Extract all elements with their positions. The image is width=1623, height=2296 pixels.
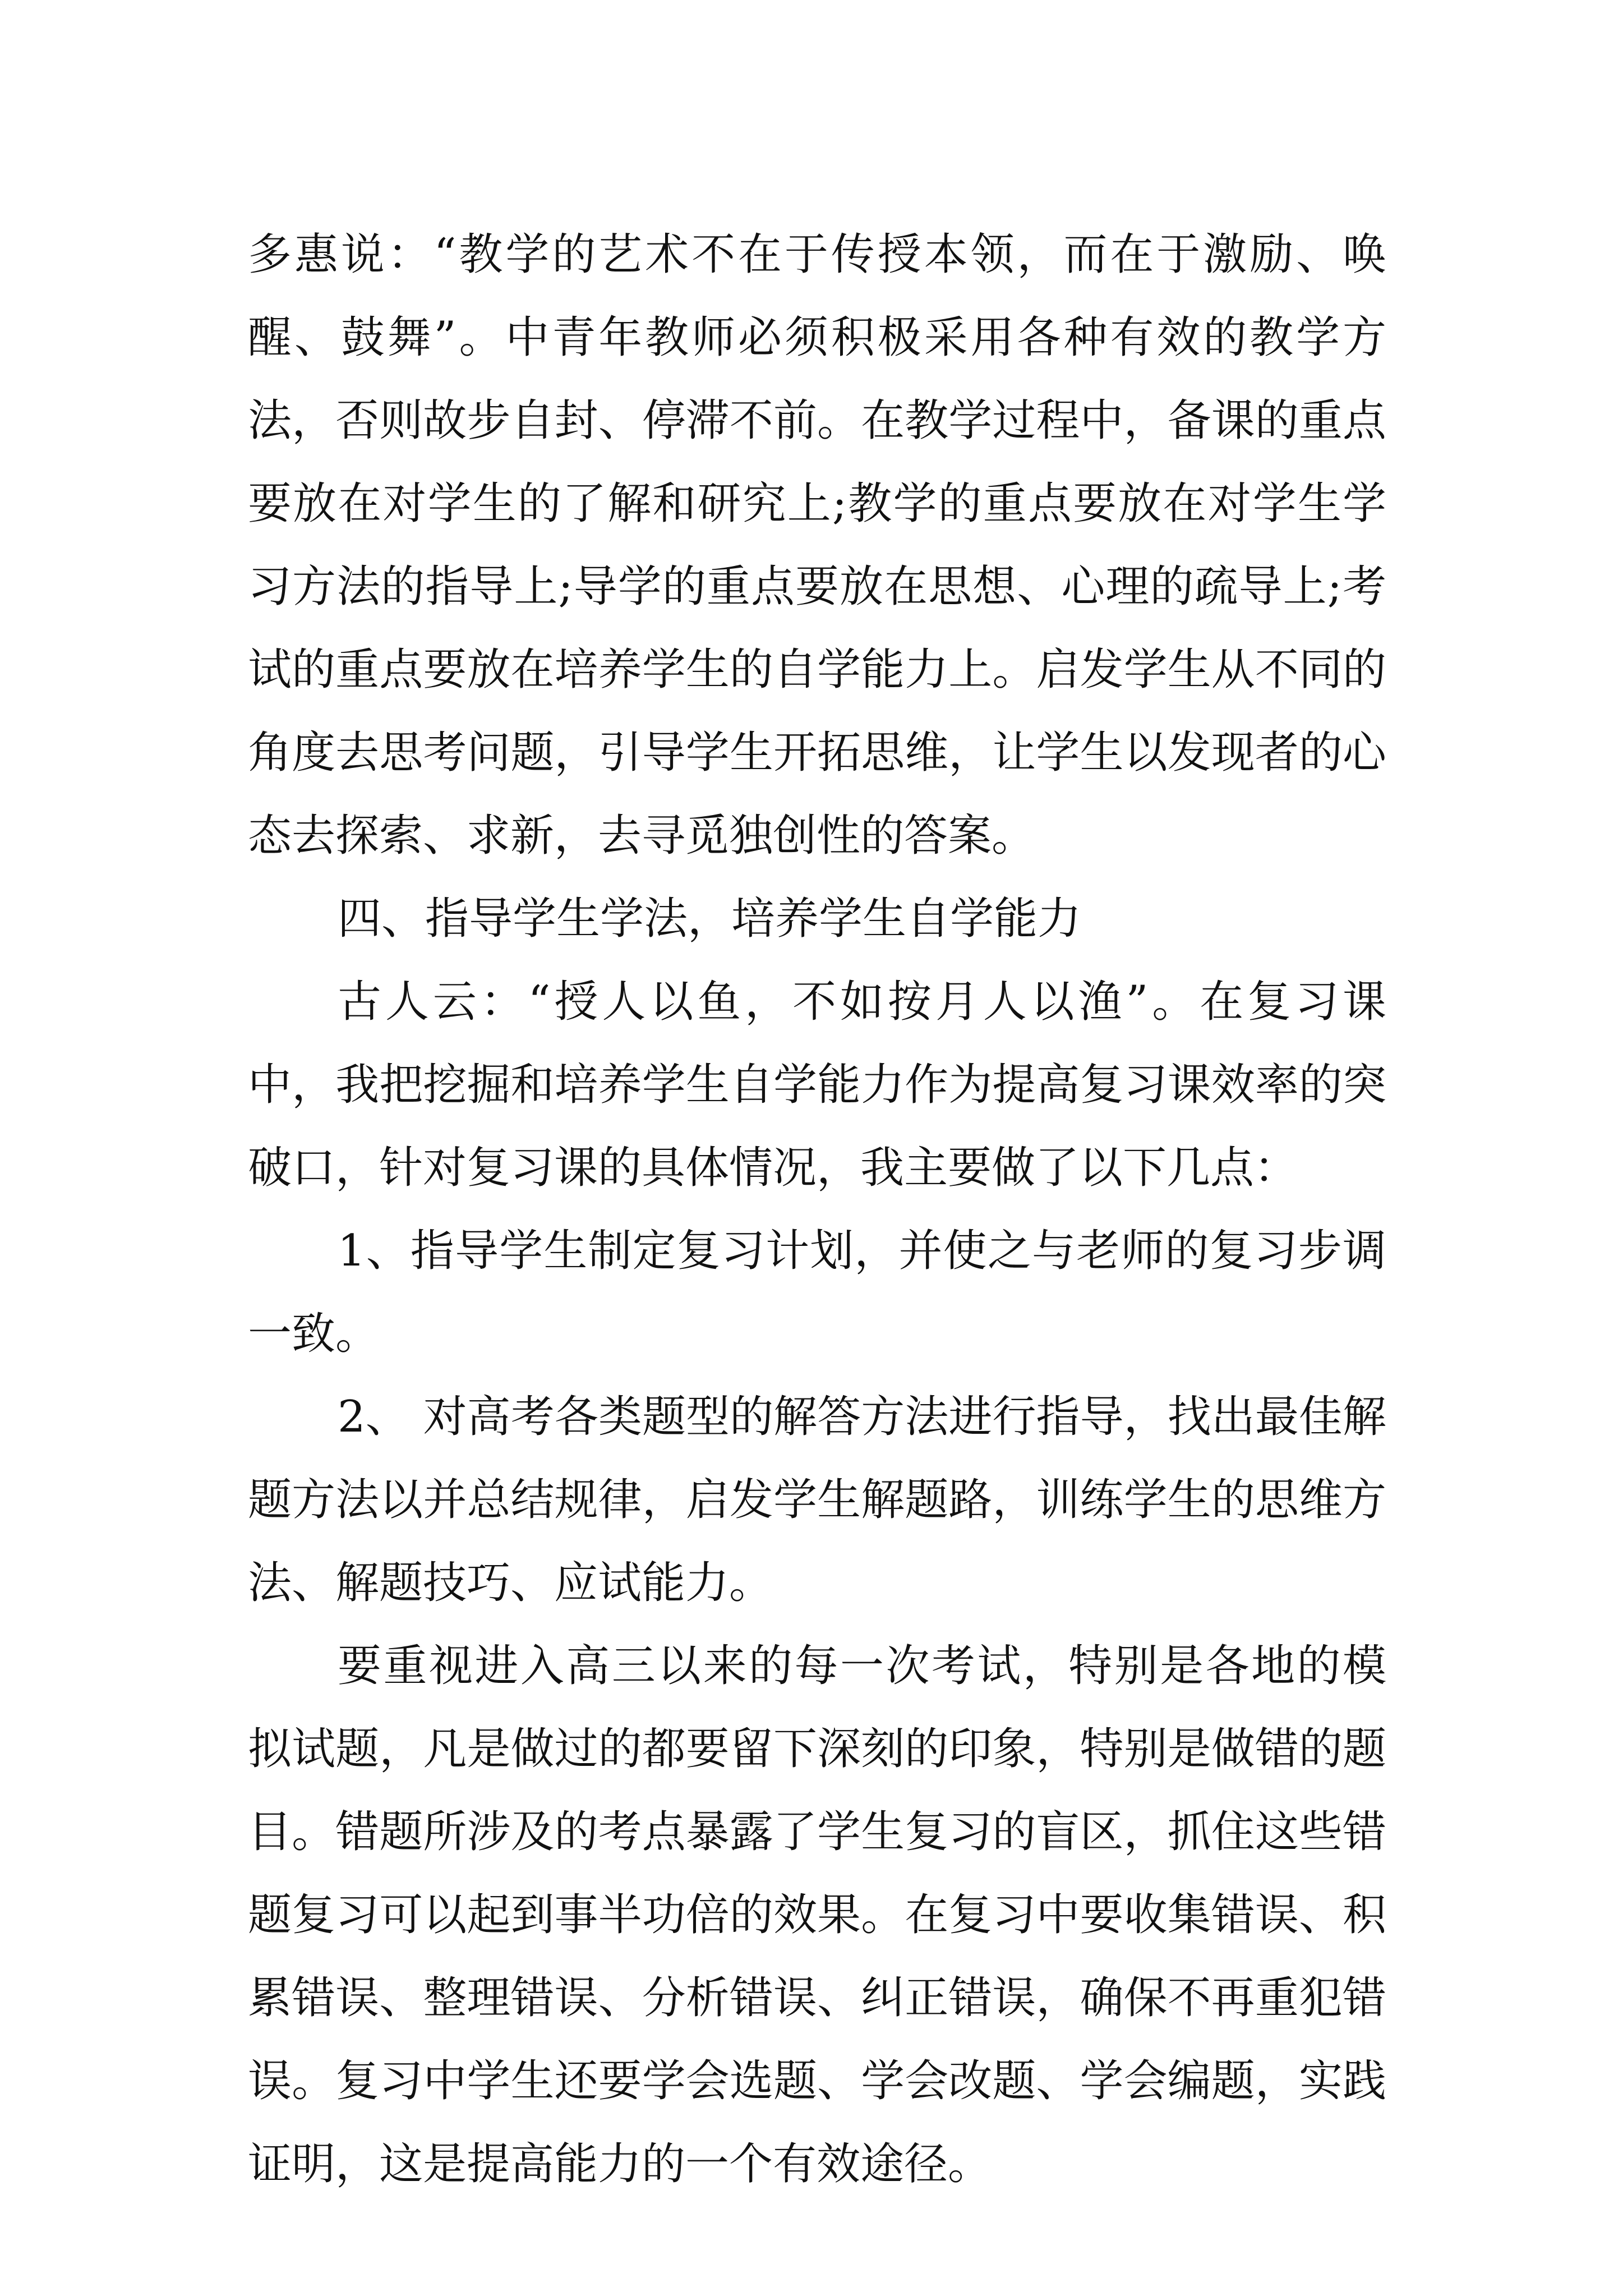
section-heading-four: 四、指导学生学法，培养学生自学能力 [338,894,1082,944]
document-body [248,213,1386,2206]
list-item-2: 2、 对高考各类题型的解答方法进行指导，找出最佳解题方法以并总结规律，启发学生解题路，训练学生的思维方法、解题技巧、应试能力。 [248,1392,1386,1608]
paragraph-exams: 要重视进入高三以来的每一次考试，特别是各地的模拟试题，凡是做过的都要留下深刻的印象，特别是做错的题目。错题所涉及的考点暴露了学生复习的盲区，抓住这些错题复习可以起到事半功倍的效果。在复习中要收集错误、积累错误、整理错误、分析错误、纠正错误，确保不再重犯错误。复习中学生还要学会选题、学会改题、学会编题，实践证明，这是提高能力的一个有效途径。 [248,1641,1386,2189]
list-item-1: 1、指导学生制定复习计划，并使之与老师的复习步调一致。 [248,1226,1386,1359]
paragraph-quote: 古人云：“授人以鱼，不如按月人以渔”。在复习课中，我把挖掘和培养学生自学能力作为提高复习课效率的突破口，针对复习课的具体情况，我主要做了以下几点： [248,977,1386,1193]
paragraph-continuation: 多惠说：“教学的艺术不在于传授本领，而在于激励、唤醒、鼓舞”。中青年教师必须积极采用各种有效的教学方法，否则故步自封、停滞不前。在教学过程中，备课的重点要放在对学生的了解和研究上;教学的重点要放在对学生学习方法的指导上;导学的重点要放在思想、心理的疏导上;考试的重点要放在培养学生的自学能力上。启发学生从不同的角度去思考问题，引导学生开拓思维，让学生以发现者的心态去探索、求新，去寻觅独创性的答案。 [248,229,1386,861]
